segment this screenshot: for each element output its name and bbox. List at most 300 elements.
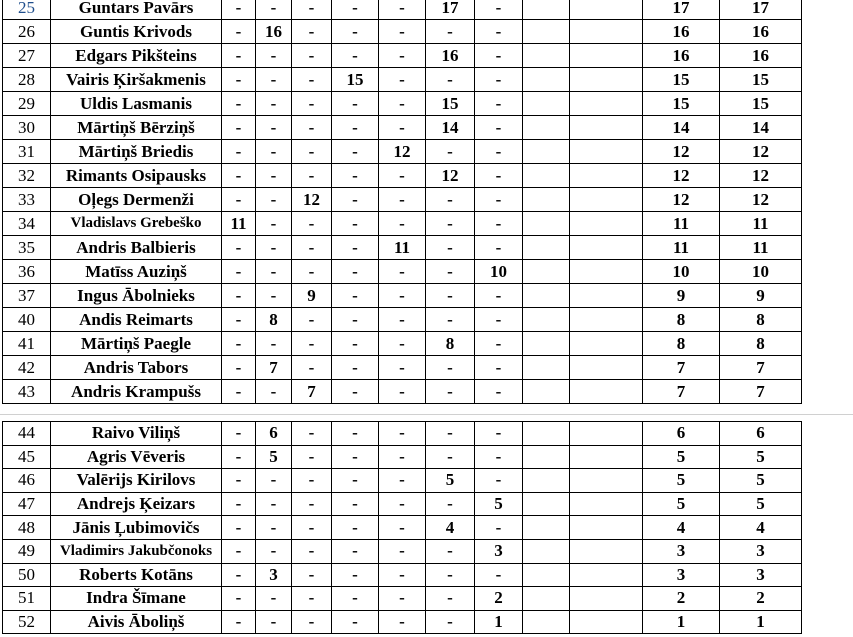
- stage-score-cell: -: [222, 563, 256, 587]
- stage-score-cell: [570, 539, 643, 563]
- athlete-name-cell: Andrejs Ķeizars: [51, 492, 222, 516]
- stage-score-cell: [570, 516, 643, 540]
- stage-score-cell: 15: [332, 68, 379, 92]
- sum-cell: 7: [643, 356, 720, 380]
- stage-score-cell: -: [292, 0, 332, 20]
- stage-score-cell: -: [222, 445, 256, 469]
- stage-score-cell: -: [379, 610, 426, 634]
- stage-score-cell: -: [475, 116, 523, 140]
- stage-score-cell: 5: [475, 492, 523, 516]
- stage-score-cell: [523, 68, 570, 92]
- stage-score-cell: 11: [222, 212, 256, 236]
- stage-score-cell: -: [475, 332, 523, 356]
- total-cell: 14: [720, 116, 802, 140]
- stage-score-cell: -: [426, 563, 475, 587]
- stage-score-cell: [570, 116, 643, 140]
- stage-score-cell: -: [426, 188, 475, 212]
- stage-score-cell: [570, 422, 643, 446]
- stage-score-cell: -: [292, 356, 332, 380]
- sum-cell: 11: [643, 236, 720, 260]
- table-row: [3, 332, 802, 356]
- sum-cell: 3: [643, 563, 720, 587]
- table-row: [3, 44, 802, 68]
- stage-score-cell: [523, 422, 570, 446]
- sum-cell: 12: [643, 164, 720, 188]
- stage-score-cell: -: [256, 236, 292, 260]
- stage-score-cell: [523, 539, 570, 563]
- table-row: [3, 284, 802, 308]
- sum-cell: 16: [643, 20, 720, 44]
- stage-score-cell: [523, 116, 570, 140]
- stage-score-cell: -: [292, 422, 332, 446]
- sum-cell: 11: [643, 212, 720, 236]
- sum-cell: 6: [643, 422, 720, 446]
- athlete-name-cell: Edgars Pikšteins: [51, 44, 222, 68]
- place-cell: 49: [3, 539, 51, 563]
- stage-score-cell: 11: [379, 236, 426, 260]
- stage-score-cell: -: [222, 116, 256, 140]
- stage-score-cell: [523, 308, 570, 332]
- total-cell: 9: [720, 284, 802, 308]
- sum-cell: 7: [643, 380, 720, 404]
- total-cell: 10: [720, 260, 802, 284]
- stage-score-cell: -: [475, 236, 523, 260]
- stage-score-cell: -: [426, 212, 475, 236]
- stage-score-cell: -: [332, 610, 379, 634]
- stage-score-cell: -: [256, 587, 292, 611]
- stage-score-cell: -: [426, 260, 475, 284]
- stage-score-cell: [523, 236, 570, 260]
- table-row: [3, 469, 802, 493]
- stage-score-cell: [523, 140, 570, 164]
- total-cell: 8: [720, 332, 802, 356]
- sum-cell: 12: [643, 188, 720, 212]
- stage-score-cell: -: [332, 539, 379, 563]
- total-cell: 16: [720, 44, 802, 68]
- stage-score-cell: -: [222, 332, 256, 356]
- athlete-name-cell: Jānis Ļubimovičs: [51, 516, 222, 540]
- stage-score-cell: -: [292, 260, 332, 284]
- stage-score-cell: -: [426, 356, 475, 380]
- stage-score-cell: [570, 380, 643, 404]
- stage-score-cell: -: [222, 539, 256, 563]
- place-cell: 25: [3, 0, 51, 20]
- stage-score-cell: -: [256, 164, 292, 188]
- athlete-name-cell: Guntars Pavārs: [51, 0, 222, 20]
- sum-cell: 8: [643, 332, 720, 356]
- total-cell: 3: [720, 563, 802, 587]
- place-cell: 30: [3, 116, 51, 140]
- place-cell: 37: [3, 284, 51, 308]
- stage-score-cell: 5: [426, 469, 475, 493]
- stage-score-cell: -: [222, 236, 256, 260]
- stage-score-cell: -: [379, 469, 426, 493]
- stage-score-cell: 8: [426, 332, 475, 356]
- athlete-name-cell: Ingus Ābolnieks: [51, 284, 222, 308]
- stage-score-cell: 16: [426, 44, 475, 68]
- stage-score-cell: -: [332, 260, 379, 284]
- stage-score-cell: -: [222, 164, 256, 188]
- stage-score-cell: [523, 469, 570, 493]
- stage-score-cell: [570, 445, 643, 469]
- stage-score-cell: -: [426, 68, 475, 92]
- stage-score-cell: -: [222, 140, 256, 164]
- athlete-name-cell: Rimants Osipausks: [51, 164, 222, 188]
- stage-score-cell: 5: [256, 445, 292, 469]
- stage-score-cell: -: [332, 212, 379, 236]
- stage-score-cell: 3: [475, 539, 523, 563]
- stage-score-cell: -: [332, 332, 379, 356]
- sum-cell: 8: [643, 308, 720, 332]
- stage-score-cell: -: [475, 0, 523, 20]
- table-row: [3, 20, 802, 44]
- stage-score-cell: -: [222, 188, 256, 212]
- stage-score-cell: [570, 68, 643, 92]
- place-cell: 29: [3, 92, 51, 116]
- athlete-name-cell: Andris Balbieris: [51, 236, 222, 260]
- stage-score-cell: -: [475, 308, 523, 332]
- stage-score-cell: -: [332, 587, 379, 611]
- athlete-name-cell: Mārtiņš Paegle: [51, 332, 222, 356]
- stage-score-cell: -: [332, 563, 379, 587]
- stage-score-cell: [570, 308, 643, 332]
- sum-cell: 3: [643, 539, 720, 563]
- stage-score-cell: 1: [475, 610, 523, 634]
- stage-score-cell: -: [475, 469, 523, 493]
- stage-score-cell: -: [475, 212, 523, 236]
- stage-score-cell: -: [256, 260, 292, 284]
- stage-score-cell: -: [256, 188, 292, 212]
- stage-score-cell: -: [222, 44, 256, 68]
- table-row: [3, 492, 802, 516]
- stage-score-cell: -: [292, 116, 332, 140]
- stage-score-cell: -: [256, 140, 292, 164]
- place-cell: 27: [3, 44, 51, 68]
- stage-score-cell: 10: [475, 260, 523, 284]
- stage-score-cell: -: [379, 445, 426, 469]
- stage-score-cell: -: [379, 212, 426, 236]
- total-cell: 7: [720, 380, 802, 404]
- stage-score-cell: -: [332, 422, 379, 446]
- stage-score-cell: -: [379, 164, 426, 188]
- stage-score-cell: -: [332, 445, 379, 469]
- stage-score-cell: [523, 356, 570, 380]
- stage-score-cell: -: [379, 380, 426, 404]
- stage-score-cell: -: [332, 44, 379, 68]
- stage-score-cell: -: [332, 284, 379, 308]
- total-cell: 15: [720, 68, 802, 92]
- table-row: [3, 0, 802, 20]
- total-cell: 12: [720, 164, 802, 188]
- place-cell: 34: [3, 212, 51, 236]
- stage-score-cell: -: [379, 44, 426, 68]
- place-cell: 31: [3, 140, 51, 164]
- table-row: [3, 563, 802, 587]
- stage-score-cell: -: [222, 356, 256, 380]
- athlete-name-cell: Andis Reimarts: [51, 308, 222, 332]
- athlete-name-cell: Valērijs Kirilovs: [51, 469, 222, 493]
- table-row: [3, 212, 802, 236]
- stage-score-cell: -: [256, 212, 292, 236]
- stage-score-cell: -: [256, 332, 292, 356]
- stage-score-cell: -: [292, 516, 332, 540]
- athlete-name-cell: Vairis Ķiršakmenis: [51, 68, 222, 92]
- table-row: [3, 587, 802, 611]
- stage-score-cell: -: [379, 0, 426, 20]
- stage-score-cell: -: [475, 563, 523, 587]
- stage-score-cell: [523, 380, 570, 404]
- total-cell: 2: [720, 587, 802, 611]
- place-cell: 26: [3, 20, 51, 44]
- stage-score-cell: -: [292, 308, 332, 332]
- results-table-top: [2, 0, 802, 404]
- table-row: [3, 236, 802, 260]
- stage-score-cell: [570, 492, 643, 516]
- sum-cell: 2: [643, 587, 720, 611]
- place-cell: 48: [3, 516, 51, 540]
- stage-score-cell: [570, 44, 643, 68]
- stage-score-cell: -: [292, 140, 332, 164]
- stage-score-cell: -: [222, 308, 256, 332]
- table-row: [3, 260, 802, 284]
- stage-score-cell: -: [379, 116, 426, 140]
- stage-score-cell: [570, 20, 643, 44]
- stage-score-cell: -: [332, 116, 379, 140]
- place-cell: 46: [3, 469, 51, 493]
- athlete-name-cell: Andris Tabors: [51, 356, 222, 380]
- stage-score-cell: -: [256, 516, 292, 540]
- place-cell: 40: [3, 308, 51, 332]
- total-cell: 4: [720, 516, 802, 540]
- total-cell: 11: [720, 236, 802, 260]
- stage-score-cell: -: [222, 587, 256, 611]
- stage-score-cell: -: [222, 610, 256, 634]
- athlete-name-cell: Roberts Kotāns: [51, 563, 222, 587]
- athlete-name-cell: Andris Krampušs: [51, 380, 222, 404]
- stage-score-cell: -: [292, 164, 332, 188]
- stage-score-cell: -: [256, 0, 292, 20]
- total-cell: 12: [720, 188, 802, 212]
- total-cell: 12: [720, 140, 802, 164]
- sum-cell: 5: [643, 445, 720, 469]
- stage-score-cell: [523, 610, 570, 634]
- stage-score-cell: [570, 0, 643, 20]
- table-row: [3, 356, 802, 380]
- stage-score-cell: [570, 469, 643, 493]
- sum-cell: 15: [643, 68, 720, 92]
- total-cell: 17: [720, 0, 802, 20]
- stage-score-cell: -: [379, 308, 426, 332]
- place-cell: 50: [3, 563, 51, 587]
- stage-score-cell: 12: [292, 188, 332, 212]
- stage-score-cell: -: [379, 422, 426, 446]
- stage-score-cell: [523, 445, 570, 469]
- stage-score-cell: -: [426, 539, 475, 563]
- stage-score-cell: -: [292, 563, 332, 587]
- stage-score-cell: -: [379, 516, 426, 540]
- stage-score-cell: [570, 164, 643, 188]
- total-cell: 11: [720, 212, 802, 236]
- athlete-name-cell: Uldis Lasmanis: [51, 92, 222, 116]
- place-cell: 47: [3, 492, 51, 516]
- athlete-name-cell: Vladislavs Grebeško: [51, 212, 222, 236]
- stage-score-cell: -: [292, 44, 332, 68]
- stage-score-cell: -: [292, 92, 332, 116]
- stage-score-cell: [523, 0, 570, 20]
- stage-score-cell: -: [475, 20, 523, 44]
- stage-score-cell: -: [426, 236, 475, 260]
- place-cell: 52: [3, 610, 51, 634]
- sum-cell: 4: [643, 516, 720, 540]
- stage-score-cell: -: [256, 92, 292, 116]
- stage-score-cell: [523, 563, 570, 587]
- stage-score-cell: -: [379, 188, 426, 212]
- stage-score-cell: [523, 92, 570, 116]
- stage-score-cell: -: [292, 492, 332, 516]
- stage-score-cell: -: [222, 260, 256, 284]
- place-cell: 33: [3, 188, 51, 212]
- stage-score-cell: -: [475, 356, 523, 380]
- stage-score-cell: -: [222, 0, 256, 20]
- stage-score-cell: 17: [426, 0, 475, 20]
- stage-score-cell: -: [332, 92, 379, 116]
- stage-score-cell: [523, 332, 570, 356]
- stage-score-cell: -: [475, 422, 523, 446]
- stage-score-cell: -: [332, 20, 379, 44]
- stage-score-cell: -: [292, 68, 332, 92]
- sum-cell: 17: [643, 0, 720, 20]
- table-row: [3, 92, 802, 116]
- stage-score-cell: -: [379, 68, 426, 92]
- stage-score-cell: -: [332, 188, 379, 212]
- stage-score-cell: -: [379, 20, 426, 44]
- stage-score-cell: 12: [379, 140, 426, 164]
- stage-score-cell: -: [426, 20, 475, 44]
- athlete-name-cell: Aivis Āboliņš: [51, 610, 222, 634]
- stage-score-cell: [523, 188, 570, 212]
- athlete-name-cell: Agris Vēveris: [51, 445, 222, 469]
- stage-score-cell: [523, 260, 570, 284]
- stage-score-cell: -: [426, 308, 475, 332]
- stage-score-cell: 6: [256, 422, 292, 446]
- stage-score-cell: [570, 563, 643, 587]
- table-row: [3, 140, 802, 164]
- place-cell: 32: [3, 164, 51, 188]
- table-row: [3, 539, 802, 563]
- sum-cell: 15: [643, 92, 720, 116]
- stage-score-cell: -: [222, 92, 256, 116]
- stage-score-cell: -: [426, 380, 475, 404]
- stage-score-cell: -: [292, 469, 332, 493]
- stage-score-cell: -: [379, 284, 426, 308]
- athlete-name-cell: Guntis Krivods: [51, 20, 222, 44]
- stage-score-cell: [570, 212, 643, 236]
- total-cell: 5: [720, 469, 802, 493]
- place-cell: 36: [3, 260, 51, 284]
- table-row: [3, 422, 802, 446]
- stage-score-cell: -: [426, 587, 475, 611]
- place-cell: 44: [3, 422, 51, 446]
- stage-score-cell: -: [256, 539, 292, 563]
- sum-cell: 12: [643, 140, 720, 164]
- stage-score-cell: -: [379, 332, 426, 356]
- stage-score-cell: [570, 610, 643, 634]
- stage-score-cell: -: [332, 164, 379, 188]
- stage-score-cell: -: [292, 587, 332, 611]
- stage-score-cell: -: [475, 445, 523, 469]
- sum-cell: 16: [643, 44, 720, 68]
- stage-score-cell: -: [426, 140, 475, 164]
- stage-score-cell: -: [379, 260, 426, 284]
- total-cell: 5: [720, 492, 802, 516]
- stage-score-cell: -: [256, 469, 292, 493]
- stage-score-cell: 2: [475, 587, 523, 611]
- page-break-gap: [0, 410, 853, 421]
- stage-score-cell: 15: [426, 92, 475, 116]
- table-row: [3, 380, 802, 404]
- total-cell: 5: [720, 445, 802, 469]
- stage-score-cell: -: [475, 380, 523, 404]
- total-cell: 1: [720, 610, 802, 634]
- table-row: [3, 116, 802, 140]
- stage-score-cell: [570, 236, 643, 260]
- athlete-name-cell: Mārtiņš Bērziņš: [51, 116, 222, 140]
- table-row: [3, 164, 802, 188]
- table-row: [3, 610, 802, 634]
- stage-score-cell: -: [292, 212, 332, 236]
- stage-score-cell: -: [426, 284, 475, 308]
- stage-score-cell: -: [332, 469, 379, 493]
- table-row: [3, 308, 802, 332]
- stage-score-cell: -: [256, 610, 292, 634]
- stage-score-cell: -: [379, 356, 426, 380]
- stage-score-cell: -: [292, 445, 332, 469]
- place-cell: 42: [3, 356, 51, 380]
- stage-score-cell: [570, 260, 643, 284]
- place-cell: 41: [3, 332, 51, 356]
- stage-score-cell: -: [332, 308, 379, 332]
- table-row: [3, 68, 802, 92]
- stage-score-cell: -: [256, 116, 292, 140]
- stage-score-cell: -: [379, 492, 426, 516]
- stage-score-cell: -: [332, 516, 379, 540]
- results-table-bottom: [2, 421, 802, 634]
- stage-score-cell: -: [426, 492, 475, 516]
- stage-score-cell: [523, 20, 570, 44]
- stage-score-cell: -: [222, 284, 256, 308]
- stage-score-cell: [570, 332, 643, 356]
- stage-score-cell: -: [222, 68, 256, 92]
- stage-score-cell: -: [292, 236, 332, 260]
- total-cell: 3: [720, 539, 802, 563]
- table-row: [3, 188, 802, 212]
- place-cell: 51: [3, 587, 51, 611]
- sum-cell: 9: [643, 284, 720, 308]
- sum-cell: 10: [643, 260, 720, 284]
- stage-score-cell: [523, 516, 570, 540]
- stage-score-cell: [523, 587, 570, 611]
- sum-cell: 5: [643, 469, 720, 493]
- table-row: [3, 516, 802, 540]
- stage-score-cell: -: [475, 92, 523, 116]
- athlete-name-cell: Matīss Auziņš: [51, 260, 222, 284]
- stage-score-cell: 16: [256, 20, 292, 44]
- stage-score-cell: -: [475, 68, 523, 92]
- stage-score-cell: 9: [292, 284, 332, 308]
- athlete-name-cell: Indra Šīmane: [51, 587, 222, 611]
- stage-score-cell: -: [332, 380, 379, 404]
- stage-score-cell: [523, 164, 570, 188]
